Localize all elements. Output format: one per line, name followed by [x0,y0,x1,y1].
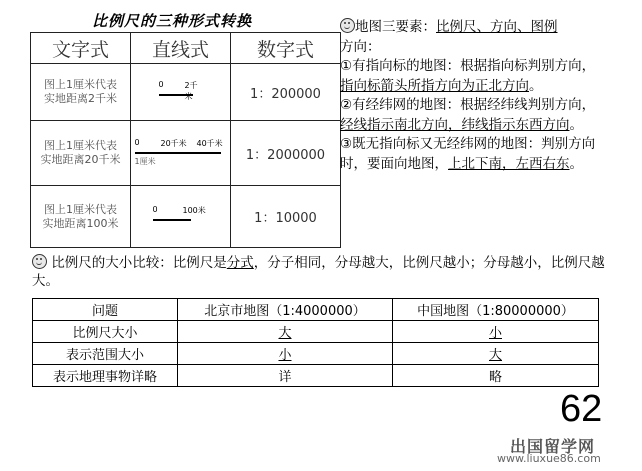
ruler-bar [153,219,191,221]
text-form-line: 图上1厘米代表 [44,78,117,91]
ruler-tick-label: 0 [152,204,158,214]
smiley-bullet-icon [340,18,355,33]
direction-rule-3: ③既无指向标又无经纬网的地图：判别方向时，要面向地图， [340,136,596,172]
punct: 。 [529,77,543,94]
table-row [31,64,341,121]
page-number: 62 [560,388,603,430]
direction-rule-2-key: 经线指示南北方向，纬线指示东西方向 [340,116,570,133]
note-lead: 地图三要素： [355,19,436,35]
table-row [33,343,599,365]
line-form-cell [131,121,231,186]
ruler-tick-label: 100米 [182,205,206,215]
table-row [33,321,599,343]
row-question: 表示地理事物详略 [33,365,178,387]
table-row [31,186,341,248]
number-form-cell: 1：10000 [231,186,341,248]
direction-rule-1-key: 指向标箭头所指方向为正北方向 [340,77,529,94]
header-beijing-map: 北京市地图（1:4000000） [178,299,393,321]
row-china-value: 小 [393,321,599,343]
header-text-form: 文字式 [31,33,131,64]
table-row [31,121,341,186]
compare-key: 分式 [226,255,254,271]
header-line-form: 直线式 [131,33,231,64]
watermark-name: 出国留学网 [510,437,596,456]
direction-rule-3-key: 上北下南，左西右东 [448,155,570,172]
line-form-cell [131,64,231,121]
ruler-tick-label: 2千米 [184,81,198,101]
row-china-value: 大 [393,343,599,365]
ruler-unit-note: 1厘米 [134,157,156,166]
header-china-map: 中国地图（1:80000000） [393,299,599,321]
page-title: 比例尺的三种形式转换 [92,12,253,30]
number-form-cell: 1：200000 [231,64,341,121]
punct: 。 [569,155,583,172]
number-form-cell: 1：2000000 [231,121,341,186]
direction-rule-1: ①有指向标的地图：根据指向标判别方向， [340,58,596,74]
text-form-line: 图上1厘米代表 [44,139,117,152]
compare-text: 比例尺的大小比较：比例尺是 [51,255,227,271]
text-form-line: 实地距离2千米 [44,92,117,105]
header-question: 问题 [33,299,178,321]
map-elements-note [340,18,605,174]
watermark-url: www.liuxue86.com [497,452,601,465]
table-row [33,365,599,387]
row-beijing-value: 详 [178,365,393,387]
ruler-tick-label: 0 [158,80,164,89]
ruler-tick-label: 0 [134,138,140,147]
text-form-line: 实地距离20千米 [40,153,121,166]
row-china-value: 略 [393,365,599,387]
row-beijing-value: 小 [178,343,393,365]
row-question: 表示范围大小 [33,343,178,365]
table-header-row [33,299,599,321]
text-form-cell [31,186,131,248]
direction-rule-2: ②有经纬网的地图：根据经纬线判别方向， [340,97,596,113]
note-elements: 比例尺、方向、图例 [436,19,558,35]
smiley-bullet-icon [32,254,47,269]
ruler-tick-label: 40千米 [196,139,223,148]
ruler-tick-label: 20千米 [160,139,187,148]
compare-text-rest: ，分子相同，分母越大，比例尺越小；分母越小，比例尺越大。 [32,255,605,289]
text-form-line: 图上1厘米代表 [44,202,117,216]
ruler-bar [159,94,193,96]
line-scale-ruler [153,205,209,229]
line-scale-ruler [159,80,203,104]
line-form-cell [131,186,231,248]
map-compare-table [32,298,599,387]
punct: 。 [569,116,583,133]
scale-compare-note [32,254,617,290]
text-form-cell [31,64,131,121]
table-header-row [31,33,341,64]
line-scale-ruler [135,138,227,168]
scale-forms-table [30,32,341,248]
ruler-bar [135,152,221,154]
row-question: 比例尺大小 [33,321,178,343]
text-form-line: 实地距离100米 [42,216,119,230]
text-form-cell [31,121,131,186]
direction-label: 方向： [340,38,381,55]
row-beijing-value: 大 [178,321,393,343]
header-number-form: 数字式 [231,33,341,64]
